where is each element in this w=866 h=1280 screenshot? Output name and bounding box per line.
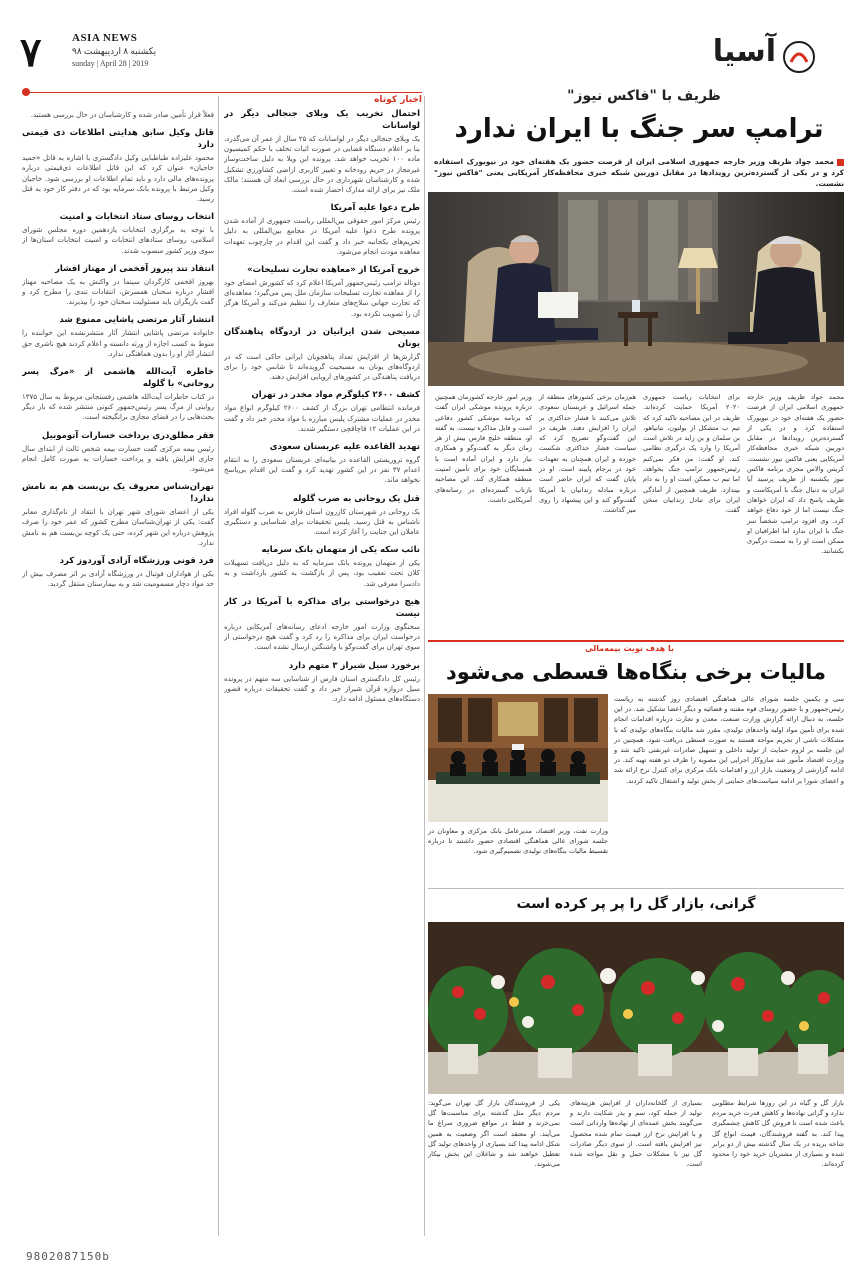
page-number: ۷	[20, 29, 42, 76]
news-item-body: رئیس کل دادگستری استان فارس از شناسایی سه متهم در پرونده سیل دروازه قرآن شیراز خبر داد و گفت تحقیقات درباره قصور دستگاه‌های مسئول ادامه دارد.	[224, 674, 420, 703]
news-item	[224, 264, 420, 319]
news-item-title: نائب سکه یکی از متهمان بانک سرمایه	[261, 545, 420, 556]
lead-marker-icon	[837, 159, 844, 166]
news-item	[224, 326, 420, 383]
news-item-body: خانواده مرتضی پاشایی انتشار آثار منتشرنشده این خواننده را منوط به کسب اجازه از ورثه دانسته و اعلام کردند هیچ ناشری حق انتشار آثار او را بدون هماهنگی ندارد.	[22, 329, 214, 358]
news-item	[22, 263, 214, 308]
news-item-title: مسیحی شدن ایرانیان در اردوگاه پناهندگان یونان	[224, 326, 420, 349]
news-item-title: احتمال تخریب یک ویلای جنجالی دیگر در لواسانات	[224, 109, 420, 131]
news-item	[224, 493, 420, 538]
main-story-kicker: ظریف با "فاکس نیوز"	[567, 88, 721, 104]
news-item-body: گزارش‌ها از افزایش تعداد پناهجویان ایرانی حاکی است که در اردوگاه‌های یونان به مسیحیت گرویده‌اند تا شانس خود را برای دریافت پناهندگی در کشورهای اروپایی افزایش دهند.	[224, 352, 420, 382]
tax-article-body: سی و یکمین جلسه شورای عالی هماهنگی اقتصادی روز گذشته به ریاست رئیس‌جمهور و با حضور روسای قوه مقننه و قضائیه و دیگر اعضا تشکیل شد. در این جلسه، به دنبال ارائه گزارش وزارت صنعت، معدن و تجارت درباره اقدامات انجام شده برای تأمین مواد اولیه واحدهای تولیدی، مقرر شد مالیات بنگاه‌های تولیدی که با مشکلات ناشی از تحریم مواجه هستند به صورت قسطی دریافت شود. همچنین در این جلسه بر لزوم حمایت از تولید داخلی و تسهیل صادرات غیرنفتی تاکید شد و وزارت اقتصاد مأمور شد سازوکار اجرایی این مصوبه را ظرف دو هفته تهیه کند. در ادامه گزارشی از وضعیت بازار ارز و اقدامات بانک مرکزی برای کنترل نرخ ارائه شد و اعضای شورا بر ادامه سیاست‌های حمایتی از بخش تولید و اشتغال تاکید کردند.	[614, 695, 844, 785]
flower-article-headline[interactable]: گرانی، بازار گل را پر پر کرده است	[516, 896, 756, 912]
section-divider	[428, 888, 844, 889]
main-story-lead-text: محمد جواد ظریف وزیر خارجه جمهوری اسلامی ایران از فرصت حضور یک هفته‌ای خود در نیویورک استفاده کرد و در یکی از گسترده‌ترین رویدادها در مقابل دوربین شبکه خبری محافظه‌کار آمریکایی یعنی "فاکس نیوز" نشست.	[434, 157, 844, 188]
news-item-title: قاتل وکیل سابق هدایتی اطلاعات ذی قیمتی دارد	[22, 128, 214, 151]
news-item-title: قتل یک روحانی به ضرب گلوله	[292, 493, 420, 504]
main-story-lead	[434, 156, 844, 189]
news-item	[224, 660, 420, 705]
news-item-body: بهروز افخمی کارگردان سینما در واکنش به یک مصاحبه مهناز افشار درباره سخنان همسرش، انتقادات تندی را مطرح کرد و گفت بازیگران باید مسئولیت سخنان خود را بپذیرند.	[22, 277, 214, 307]
news-item-body: محمود علیزاده طباطبایی وکیل دادگستری با اشاره به قاتل «حمید خاجیان» عنوان کرد که این قاتل اطلاعات ذی‌قیمتی درباره پرونده‌های مالی دارد و باید تمام اطلاعات او بررسی شود. خاجیان وکیل مرتبط با پرونده بانک سرمایه بود که در دفتر کار خود به قتل رسید.	[22, 154, 214, 204]
scan-watermark: 9802087150b	[26, 1250, 110, 1263]
newspaper-logo[interactable]	[706, 30, 816, 80]
short-news-column-left	[22, 108, 214, 1240]
news-item-title: فقر مطلق‌دری برداخت خسارات آتوموبیل	[42, 430, 214, 441]
news-item-title: فرد قونی ورزشگاه آزادی آوردوز کرد	[59, 556, 214, 567]
news-item-title: انتخاب روسای ستاد انتخابات و امنیت	[59, 212, 214, 223]
news-item-body: یکی از متهمان پرونده بانک سرمایه که به دلیل دریافت تسهیلات کلان تحت تعقیب بود، پس از بازگشت به کشور بازداشت و به دادسرا معرفی شد.	[224, 559, 420, 588]
news-item	[224, 202, 420, 257]
cabinet-meeting-photo[interactable]	[428, 694, 608, 822]
main-story-column: هم‌زمان برخی کشورهای منطقه از جمله اسرائیل و عربستان سعودی تلاش می‌کنند تا فشار حداکثری بر ایران را افزایش دهند. ظریف در این گفت‌وگو تصریح کرد که سیاست فشار حداکثری شکست خورده و ایران همچنان به تعهدات خود در برجام پایبند است. او در پایان گفت که ایران حاضر است درباره مبادله زندانیان با آمریکا گفت‌وگو کند و این پیشنهاد را روی میز گذاشت.	[539, 393, 636, 515]
news-item-body: رئیس مرکز امور حقوقی بین‌المللی ریاست جمهوری از آماده شدن پرونده طرح دعوا علیه آمریکا در مجامع بین‌المللی به دلیل تحریم‌های یکجانبه خبر داد و گفت این اقدام در چارچوب تعهدات معاهده مودت انجام می‌شود.	[224, 217, 420, 256]
flower-article-column: بازار گل و گیاه در این روزها شرایط مطلوبی ندارد و گرانی نهاده‌ها و کاهش قدرت خرید مردم باعث شده است تا فروش گل کاهش چشمگیری پیدا کند. به گفته فروشندگان، قیمت انواع گل شاخه بریده در یک سال گذشته بیش از دو برابر شده و بسیاری از مشتریان خرید خود را محدود کرده‌اند.	[712, 1099, 844, 1169]
flower-shop-illustration	[428, 922, 844, 1094]
news-item	[224, 389, 420, 434]
news-item-body: دونالد ترامپ رئیس‌جمهور آمریکا اعلام کرد که کشورش امضای خود را از معاهده تجارت تسلیحات سازمان ملل پس می‌گیرد؛ معاهده‌ای که تجارت جهانی سلاح‌های متعارف را تنظیم می‌کند و آمریکا هرگز آن را تصویب نکرده بود.	[224, 279, 420, 318]
news-item-title: برخورد سیل شیراز ۳ متهم دارد	[288, 660, 420, 671]
news-item	[224, 441, 420, 486]
issue-date-english: sunday | April 28 | 2019	[72, 59, 149, 68]
news-item	[22, 481, 214, 548]
news-item	[22, 366, 214, 423]
news-item	[22, 555, 214, 589]
page-header	[14, 26, 852, 84]
flower-shop-photo[interactable]	[428, 922, 844, 1094]
news-item	[22, 314, 214, 359]
news-item-body: رئیس بیمه مرکزی گفت خسارت بیمه شخص ثالث از ابتدای سال جاری افزایش یافته و پرداخت خسارات به صورت کامل انجام می‌شود.	[22, 444, 214, 474]
issue-date-persian: یکشنبه ۸ اردیبهشت ۹۸	[72, 46, 157, 56]
news-item-body: گروه تروریستی القاعده در بیانیه‌ای عربستان سعودی را به انتقام اعدام ۳۷ نفر در این کشور تهدید کرد و گفت این اقدام بی‌پاسخ نخواهد ماند.	[224, 456, 420, 485]
logo-emblem-icon	[782, 40, 816, 74]
main-story-column: وزیر امور خارجه کشورمان همچنین درباره پرونده موشکی ایران گفت که برنامه موشکی کشور دفاعی است و قابل مذاکره نیست. به گفته او، منطقه خلیج فارس بیش از هر زمان دیگر به گفت‌وگو و همکاری نیاز دارد و ایران آماده است با همسایگان خود برای تأمین امنیت منطقه همکاری کند. این مصاحبه بازتاب گسترده‌ای در رسانه‌های آمریکایی داشت.	[435, 393, 532, 504]
flower-article-column: یکی از فروشندگان بازار گل تهران می‌گوید: مردم دیگر مثل گذشته برای مناسبت‌ها گل نمی‌خرند و فقط در مواقع ضروری سراغ ما می‌آیند. او معتقد است اگر وضعیت به همین شکل ادامه پیدا کند بسیاری از واحدهای تولید گل تعطیل خواهند شد و شاغلان این بخش بیکار می‌شوند.	[428, 1099, 560, 1169]
news-item-body: یک روحانی در شهرستان کازرون استان فارس به ضرب گلوله افراد ناشناس به قتل رسید. پلیس تحقیقات برای شناسایی و دستگیری عاملان این جنایت را آغاز کرده است.	[224, 507, 420, 537]
news-item-title: طرح دعوا علیه آمریکا	[330, 203, 420, 214]
news-item-body: با توجه به برگزاری انتخابات یازدهمین دوره مجلس شورای اسلامی، روسای ستادهای انتخابات و امنیت انتخابات استان‌ها از سوی وزیر کشور منصوب شدند.	[22, 226, 214, 255]
news-item-body: یکی از هواداران فوتبال در ورزشگاه آزادی بر اثر مصرف بیش از حد مواد دچار مسمومیت شد و به بیمارستان منتقل گردید.	[22, 570, 214, 589]
cabinet-photo-caption: وزارت نفت، وزیر اقتصاد، مدیرعامل بانک مرکزی و معاونان در جلسه شورای عالی هماهنگی اقتصادی حضور داشتند تا درباره تقسیط مالیات بنگاه‌های تولیدی تصمیم‌گیری شود.	[428, 827, 608, 855]
news-item	[224, 108, 420, 195]
news-item	[22, 211, 214, 256]
publication-name: ASIA NEWS	[72, 32, 138, 44]
short-news-section-bar	[22, 92, 422, 106]
main-story-column: محمد جواد ظریف وزیر خارجه جمهوری اسلامی ایران از فرصت حضور یک هفته‌ای خود در نیویورک استفاده کرد و در یکی از گسترده‌ترین رویدادها در مقابل دوربین شبکه خبری محافظه‌کار آمریکایی یعنی فاکس نیوز نشست. کریس والاس مجری برنامه فاکس نیوز یکشنبه از ظریف پرسید آیا ایران به دنبال جنگ با آمریکاست و ظریف پاسخ داد که ایران خواهان جنگ نیست اما از خود دفاع خواهد کرد. وی افزود ترامپ شخصاً سر جنگ با ایران ندارد اما اطرافیان او ممکن است او را به سمت درگیری بکشانند.	[747, 393, 844, 556]
news-item-title: خروج آمریکا از «معاهده تجارت تسلیحات»	[247, 265, 420, 276]
news-item	[22, 430, 214, 475]
tax-article-headline[interactable]: مالیات برخی بنگاه‌ها قسطی می‌شود	[446, 660, 826, 684]
main-story-column: برای انتخابات ریاست جمهوری ۲۰۲۰ آمریکا حمایت کرده‌اند. ظریف در این مصاحبه تاکید کرد که تیم ب متشکل از بولتون، نتانیاهو، بن سلمان و بن زاید در تلاش است آمریکا را وارد یک درگیری نظامی کند. او گفت: من فکر نمی‌کنم رئیس‌جمهور ترامپ جنگ بخواهد، اما تیم ب ممکن است او را به دام بیندازد. ظریف همچنین از آمادگی ایران برای تبادل زندانیان سخن گفت.	[643, 393, 740, 515]
news-item-title: هیچ درخواستی برای مذاکره با آمریکا در کار نیست	[224, 596, 420, 619]
news-item-title: انتشار آثار مرتضی پاشایی ممنوع شد	[59, 315, 214, 326]
news-item	[22, 127, 214, 204]
news-item-title: انتقاد تند پیروز آفخمی از مهناز افشار	[54, 263, 214, 274]
tax-article-tag: با هدف نوبت بیمه‌مالی	[585, 644, 674, 653]
publication-info	[72, 32, 192, 68]
news-item-body: فعلاً قرار تأمین صادر شده و کارشناسان در حال بررسی هستند.	[30, 111, 214, 119]
short-news-column-right	[224, 108, 420, 1240]
news-item-title: کشف ۲۶۰۰ کیلوگرم مواد مخدر در تهران	[251, 390, 420, 401]
interview-scene-illustration	[428, 192, 844, 386]
news-item-body: در کتاب خاطرات آیت‌الله هاشمی رفسنجانی مربوط به سال ۱۳۷۵ روایتی از مرگ پسر رئیس‌جمهور کنونی منتشر شده که بار دیگر بحث‌هایی را در فضای مجازی برانگیخته است.	[22, 393, 214, 422]
news-item	[224, 544, 420, 589]
section-bullet-icon	[22, 88, 30, 96]
column-divider	[424, 96, 425, 1236]
column-divider	[218, 96, 219, 1236]
news-item-body: یک ویلای جنجالی دیگر در لواسانات که ۲۵ سال از عمر آن می‌گذرد، بنا بر اعلام دستگاه قضایی در صورت اثبات تخلف با حکم کمیسیون ماده ۱۰۰ تخریب خواهد شد. پرونده این ویلا به دلیل ساخت‌وساز غیرمجاز در حریم رودخانه و تغییر کاربری اراضی کشاورزی تشکیل شده و کارشناسان شهرداری در حال بررسی ابعاد آن هستند؛ مالک ملک نیز برای ارائه مدارک احضار شده است.	[224, 135, 420, 195]
news-item-title: تهدید القاعده علیه عربستان سعودی	[269, 442, 420, 453]
news-item-title: خاطره آیت‌الله هاشمی از «مرگ پسر روحانی» با گلوله	[22, 367, 214, 390]
main-story-headline[interactable]: ترامپ سر جنگ با ایران ندارد	[454, 114, 824, 144]
news-item-body: یکی از اعضای شورای شهر تهران با انتقاد از نام‌گذاری معابر گفت: یکی از تهران‌شناسان مطرح کشور که عمر خود را صرف پژوهش درباره این شهر کرده، حتی یک کوچه بن‌بست هم به نامش ندارد.	[22, 508, 214, 547]
flower-article-column: بسیاری از گلخانه‌داران از افزایش هزینه‌های تولید از جمله کود، سم و بذر شکایت دارند و می‌گویند بخش عمده‌ای از نهاده‌ها وارداتی است و با افزایش نرخ ارز قیمت تمام شده محصول نیز افزایش یافته است. از سوی دیگر صادرات گل نیز با مشکلات حمل و نقل مواجه شده است.	[570, 1099, 702, 1169]
short-news-section-title: اخبار کوتاه	[374, 95, 422, 105]
news-item-title: تهران‌شناس معروف یک بن‌بست هم به نامش ندارد!	[22, 482, 214, 505]
main-story-body	[434, 392, 844, 622]
tax-article-tag-bar	[428, 640, 844, 656]
flower-article-body	[428, 1098, 844, 1228]
meeting-scene-illustration	[428, 694, 608, 822]
interview-photo[interactable]	[428, 192, 844, 386]
news-item-body: فرمانده انتظامی تهران بزرگ از کشف ۲۶۰۰ کیلوگرم انواع مواد مخدر در عملیات مشترک پلیس مبارزه با مواد مخدر خبر داد و گفت در این عملیات ۱۲ قاچاقچی دستگیر شدند.	[224, 404, 420, 433]
news-item	[22, 110, 214, 120]
news-item-body: سخنگوی وزارت امور خارجه ادعای رسانه‌های آمریکایی درباره درخواست ایران برای مذاکره را رد کرد و گفت هیچ درخواستی از سوی تهران برای گفت‌وگو با واشنگتن ارسال نشده است.	[224, 622, 420, 652]
news-item	[224, 596, 420, 653]
logo-wordmark: آسیا	[712, 34, 776, 69]
